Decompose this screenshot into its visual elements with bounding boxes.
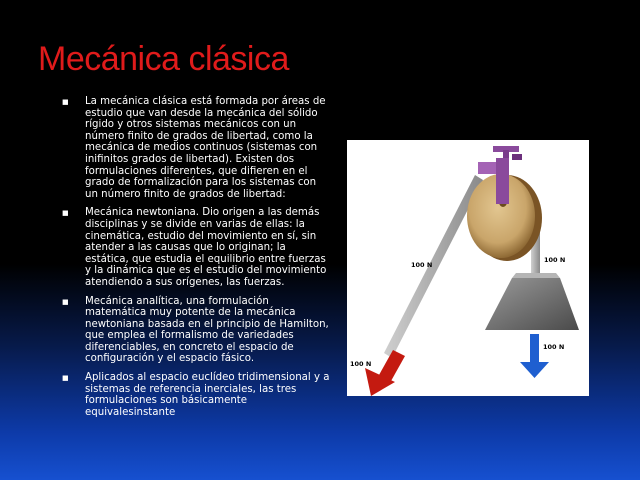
weight-force-label: 100 N [543,343,565,351]
bullet-icon: ■ [62,374,69,383]
bullet-item [62,296,330,366]
bracket-side [478,162,496,174]
bullet-icon: ■ [62,209,69,218]
rope-left [384,175,483,358]
bullet-text: La mecánica clásica está formada por áreas de estudio que van desde la mecánica del sólido rígido y otros sistemas mecánicos con un número finito de grados de libertad, como la mecánica de medios continuos (sistemas con inifinitos grados de libertad). Existen dos formulaciones diferentes, que difieren en el grado de formalización para los sistemas con un número finito de grados de libertad: [85,96,326,200]
bullet-item [62,96,330,200]
pulley-figure [347,140,589,396]
bracket-nut [512,154,522,160]
slide-title: Mecánica clásica [38,40,289,78]
bracket-arm [496,158,509,204]
rope-right-label: 100 N [544,256,566,264]
pulley-diagram [347,140,589,396]
rope-left-label: 100 N [411,261,433,269]
weight-force-arrow [520,334,549,378]
bullet-text: Mecánica analítica, una formulación matemática muy potente de la mecánica newtoniana basada en el principio de Hamilton, que emplea el formalismo de variedades diferenciables, en concreto el espacio de configuración y el espacio fásico. [85,295,329,365]
bullet-text: Mecánica newtoniana. Dio origen a las demás disciplinas y se divide en varias de ellas: la cinemática, estudio del movimiento en sí, sin atender a las causas que lo originan; la estática, que estudia el equilibrio entre fuerzas y la dinámica que es el estudio del movimiento atendiendo a sus orígenes, las fuerzas. [85,207,327,288]
bullet-item [62,207,330,288]
bullet-text: Aplicados al espacio euclídeo tridimensional y a sistemas de referencia inerciales, las tres formulaciones son básicamente equivalesinstante [85,372,330,418]
bullet-icon: ■ [62,98,69,106]
bullet-item [62,372,330,418]
pull-force-arrow [365,350,405,396]
pull-force-label: 100 N [350,360,372,368]
weight-top [512,273,560,278]
bullet-list [62,96,330,425]
bullet-icon: ■ [62,297,69,306]
weight-block [485,278,579,330]
